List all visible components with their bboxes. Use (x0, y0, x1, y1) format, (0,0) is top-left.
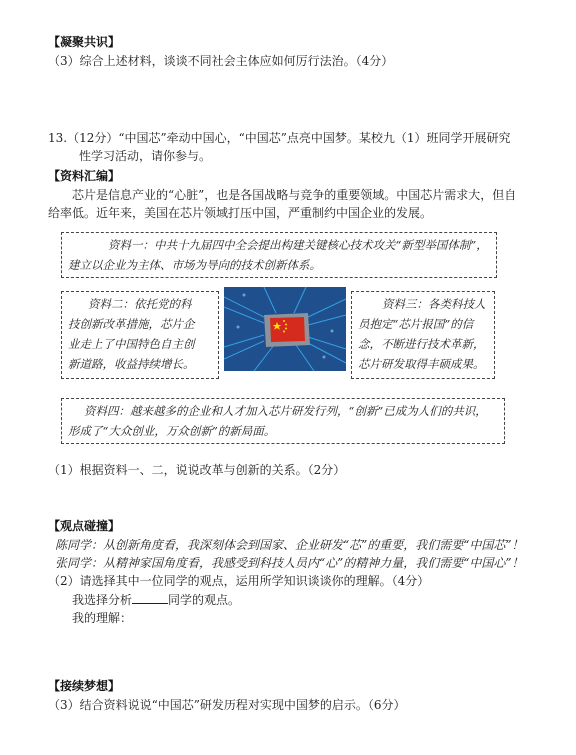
material-1-line-1: 资料一：中共十九届四中全会提出构建关键核心技术攻关“新型举国体制”， (108, 238, 488, 252)
intro-line-2: 给率低。近年来，美国在芯片领域打压中国，严重制约中国企业的发展。 (48, 206, 433, 220)
material-1-line-2: 建立以企业为主体、市场为导向的技术创新体系。 (68, 258, 321, 272)
question-13-title: 13.（12分）“中国芯”牵动中国心，“中国芯”点亮中国梦。某校九（1）班同学开展研究 (48, 131, 511, 145)
my-understanding-label: 我的理解： (72, 611, 133, 625)
student-zhang-opinion: 张同学：从精神家国角度看，我感受到科技人员内“心”的精神力量，我们需要“中国心”！ (55, 556, 524, 570)
material-3-line-1: 资料三：各类科技人 (382, 297, 486, 311)
material-4-box (61, 398, 505, 444)
material-2-line-3: 业走上了中国特色自主创 (68, 337, 195, 351)
material-3-line-4: 芯片研发取得丰硕成果。 (358, 357, 485, 371)
student-chen-opinion: 陈同学：从创新角度看，我深刻体会到国家、企业研发“芯”的重要，我们需要“中国芯”！ (55, 538, 524, 552)
material-2-line-2: 技创新改革措施，芯片企 (68, 317, 195, 331)
intro-line-1: 芯片是信息产业的“心脏”，也是各国战略与竞争的重要领域。中国芯片需求大，但自 (72, 188, 517, 202)
choose-line (72, 592, 240, 608)
material-4-line-2: 形成了“大众创业，万众创新”的新局面。 (68, 424, 276, 438)
material-2-line-1: 资料二：依托党的科 (88, 297, 192, 311)
section-header-materials: 【资料汇编】 (48, 169, 121, 183)
material-2-box (61, 291, 219, 379)
material-3-box (351, 291, 495, 379)
question-3-law: （3）综合上述材料，谈谈不同社会主体应如何厉行法治。（4分） (48, 54, 394, 68)
question-2-opinion: （2）请选择其中一位同学的观点，运用所学知识谈谈你的理解。（4分） (48, 574, 430, 588)
section-header-opinions: 【观点碰撞】 (48, 519, 121, 533)
material-3-line-3: 念，不断进行技术革新， (358, 337, 485, 351)
answer-blank[interactable] (132, 592, 168, 604)
material-4-line-1: 资料四：越来越多的企业和人才加入芯片研发行列，“创新”已成为人们的共识， (84, 404, 487, 418)
question-1-reform: （1）根据资料一、二，说说改革与创新的关系。（2分） (48, 463, 346, 477)
question-3-dream: （3）结合资料说说“中国芯”研发历程对实现中国梦的启示。（6分） (48, 698, 406, 712)
question-13-title-cont: 性学习活动，请你参与。 (79, 149, 212, 163)
section-header-consensus: 【凝聚共识】 (48, 35, 121, 49)
choose-prefix: 我选择分析 (72, 593, 133, 607)
material-3-line-2: 员抱定“芯片报国”的信 (358, 317, 474, 331)
section-header-dream: 【接续梦想】 (48, 679, 121, 693)
material-1-box (61, 232, 497, 278)
material-2-line-4: 新道路，收益持续增长。 (68, 357, 195, 371)
choose-suffix: 同学的观点。 (168, 593, 241, 607)
chip-flag-image (224, 287, 346, 371)
